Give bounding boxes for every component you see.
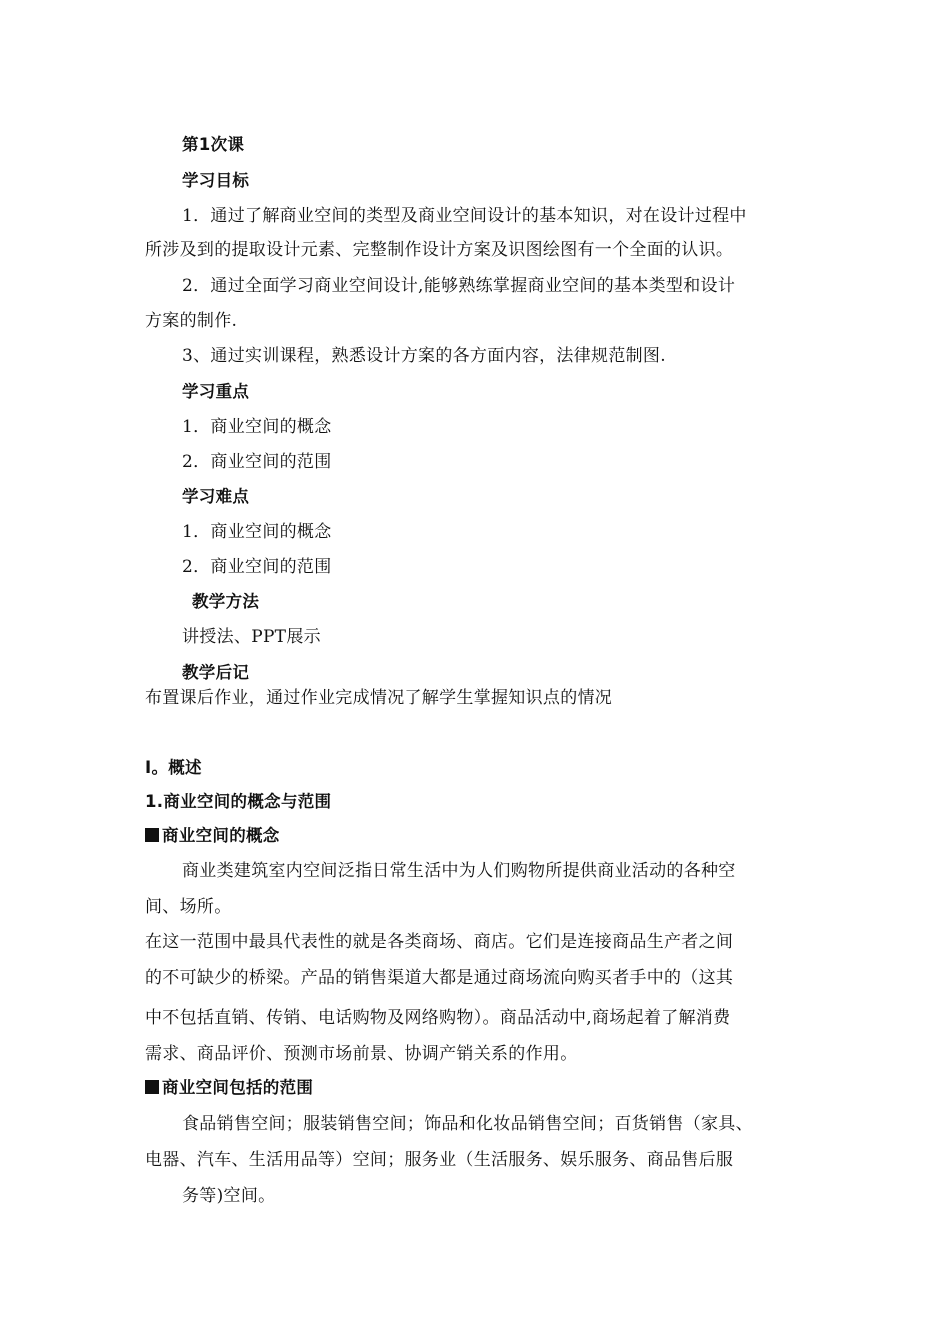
objective-2-line-1: 2．通过全面学习商业空间设计,能够熟练掌握商业空间的基本类型和设计 xyxy=(182,276,736,296)
objective-2-line-2: 方案的制作. xyxy=(145,311,238,331)
objective-3: 3、通过实训课程，熟悉设计方案的各方面内容，法律规范制图. xyxy=(182,346,666,366)
scope-heading-text: 商业空间包括的范围 xyxy=(162,1078,314,1097)
difficult-points-heading: 学习难点 xyxy=(182,487,250,506)
concept-line-2: 间、场所。 xyxy=(145,897,232,917)
lesson-title: 第1次课 xyxy=(182,135,245,154)
scope-heading xyxy=(145,1077,313,1099)
concept-line-1: 商业类建筑室内空间泛指日常生活中为人们购物所提供商业活动的各种空 xyxy=(182,861,736,881)
postscript-text: 布置课后作业，通过作业完成情况了解学生掌握知识点的情况 xyxy=(145,688,613,708)
square-bullet-icon xyxy=(145,828,159,842)
concept-line-4: 的不可缺少的桥梁。产品的销售渠道大都是通过商场流向购买者手中的（这其 xyxy=(145,968,734,988)
concept-line-3: 在这一范围中最具代表性的就是各类商场、商店。它们是连接商品生产者之间 xyxy=(145,932,734,952)
objectives-heading: 学习目标 xyxy=(182,171,250,190)
concept-line-6: 需求、商品评价、预测市场前景、协调产销关系的作用。 xyxy=(145,1044,578,1064)
difficult-point-1: 1．商业空间的概念 xyxy=(182,522,332,542)
method-heading: 教学方法 xyxy=(192,592,260,611)
overview-heading: Ⅰ。概述 xyxy=(145,758,202,777)
method-text: 讲授法、PPT展示 xyxy=(182,627,321,647)
concept-heading-text: 商业空间的概念 xyxy=(162,826,280,845)
scope-line-3: 务等)空间。 xyxy=(182,1186,276,1206)
scope-line-1: 食品销售空间；服装销售空间；饰品和化妆品销售空间；百货销售（家具、 xyxy=(182,1114,753,1134)
objective-1-line-2: 所涉及到的提取设计元素、完整制作设计方案及识图绘图有一个全面的认识。 xyxy=(145,240,734,260)
key-points-heading: 学习重点 xyxy=(182,382,250,401)
objective-1-line-1: 1．通过了解商业空间的类型及商业空间设计的基本知识，对在设计过程中 xyxy=(182,206,747,226)
difficult-point-2: 2．商业空间的范围 xyxy=(182,557,332,577)
section-1-heading: 1.商业空间的概念与范围 xyxy=(145,792,332,811)
scope-line-2: 电器、汽车、生活用品等）空间；服务业（生活服务、娱乐服务、商品售后服 xyxy=(145,1150,734,1170)
postscript-heading: 教学后记 xyxy=(182,663,250,682)
key-point-1: 1．商业空间的概念 xyxy=(182,417,332,437)
square-bullet-icon xyxy=(145,1080,159,1094)
concept-heading xyxy=(145,825,280,847)
key-point-2: 2．商业空间的范围 xyxy=(182,452,332,472)
concept-line-5: 中不包括直销、传销、电话购物及网络购物）。商品活动中,商场起着了解消费 xyxy=(145,1008,731,1028)
